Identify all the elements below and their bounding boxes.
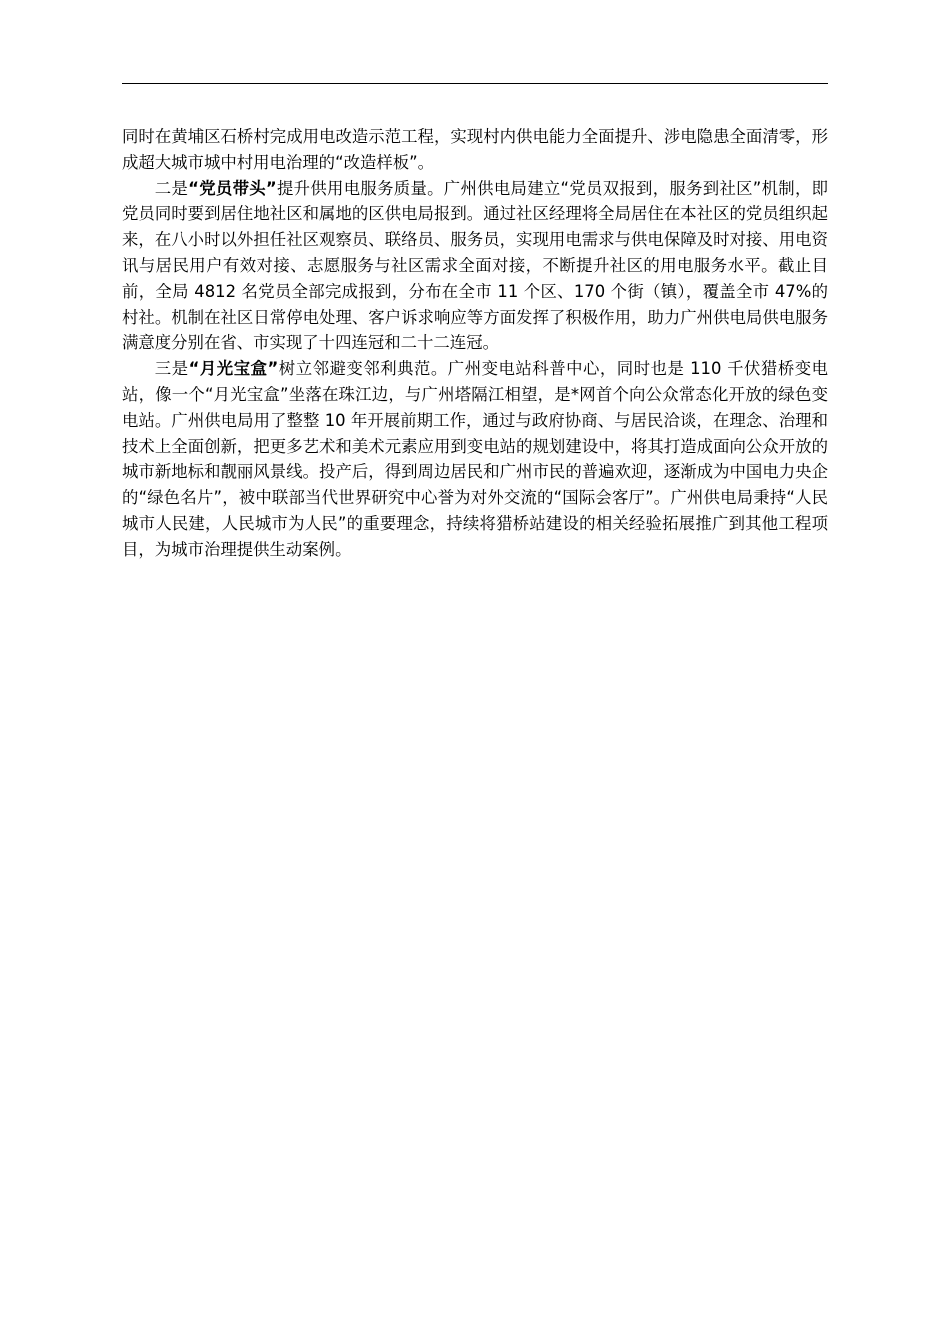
paragraph-text: 同时在黄埔区石桥村完成用电改造示范工程，实现村内供电能力全面提升、涉电隐患全面清零，形成超大城市城中村用电治理的“改造样板”。 <box>122 127 828 172</box>
header-rule <box>122 83 828 84</box>
paragraph-moonlight-box <box>122 356 828 562</box>
body-text <box>122 124 828 563</box>
paragraph-text: 树立邻避变邻利典范。广州变电站科普中心，同时也是 110 千伏猎桥变电站，像一个“月光宝盒”坐落在珠江边，与广州塔隔江相望，是*网首个向公众常态化开放的绿色变电站。广州供电局用了整整 10 年开展前期工作，通过与政府协商、与居民洽谈，在理念、治理和技术上全面创新，把更多艺术和美术元素应用到变电站的规划建设中，将其打造成面向公众开放的城市新地标和靓丽风景线。投产后，得到周边居民和广州市民的普遍欢迎，逐渐成为中国电力央企的“绿色名片”，被中联部当代世界研究中心誉为对外交流的“国际会客厅”。广州供电局秉持“人民城市人民建，人民城市为人民”的重要理念，持续将猎桥站建设的相关经验拓展推广到其他工程项目，为城市治理提供生动案例。 <box>122 359 829 559</box>
paragraph-lead: 二是 <box>154 178 189 198</box>
paragraph-text: 提升供用电服务质量。广州供电局建立“党员双报到，服务到社区”机制，即党员同时要到居住地社区和属地的区供电局报到。通过社区经理将全局居住在本社区的党员组织起来，在八小时以外担任社区观察员、联络员、服务员，实现用电需求与供电保障及时对接、用电资讯与居民用户有效对接、志愿服务与社区需求全面对接，不断提升社区的用电服务水平。截止目前，全局 4812 名党员全部完成报到，分布在全市 11 个区、170 个街（镇），覆盖全市 47%的村社。机制在社区日常停电处理、客户诉求响应等方面发挥了积极作用，助力广州供电局供电服务满意度分别在省、市实现了十四连冠和二十二连冠。 <box>122 178 829 353</box>
paragraph-continuation <box>122 124 828 176</box>
paragraph-party-members <box>122 176 828 357</box>
paragraph-lead-bold: “月光宝盒” <box>188 359 279 379</box>
paragraph-lead: 三是 <box>154 359 189 379</box>
paragraph-lead-bold: “党员带头” <box>188 178 277 198</box>
